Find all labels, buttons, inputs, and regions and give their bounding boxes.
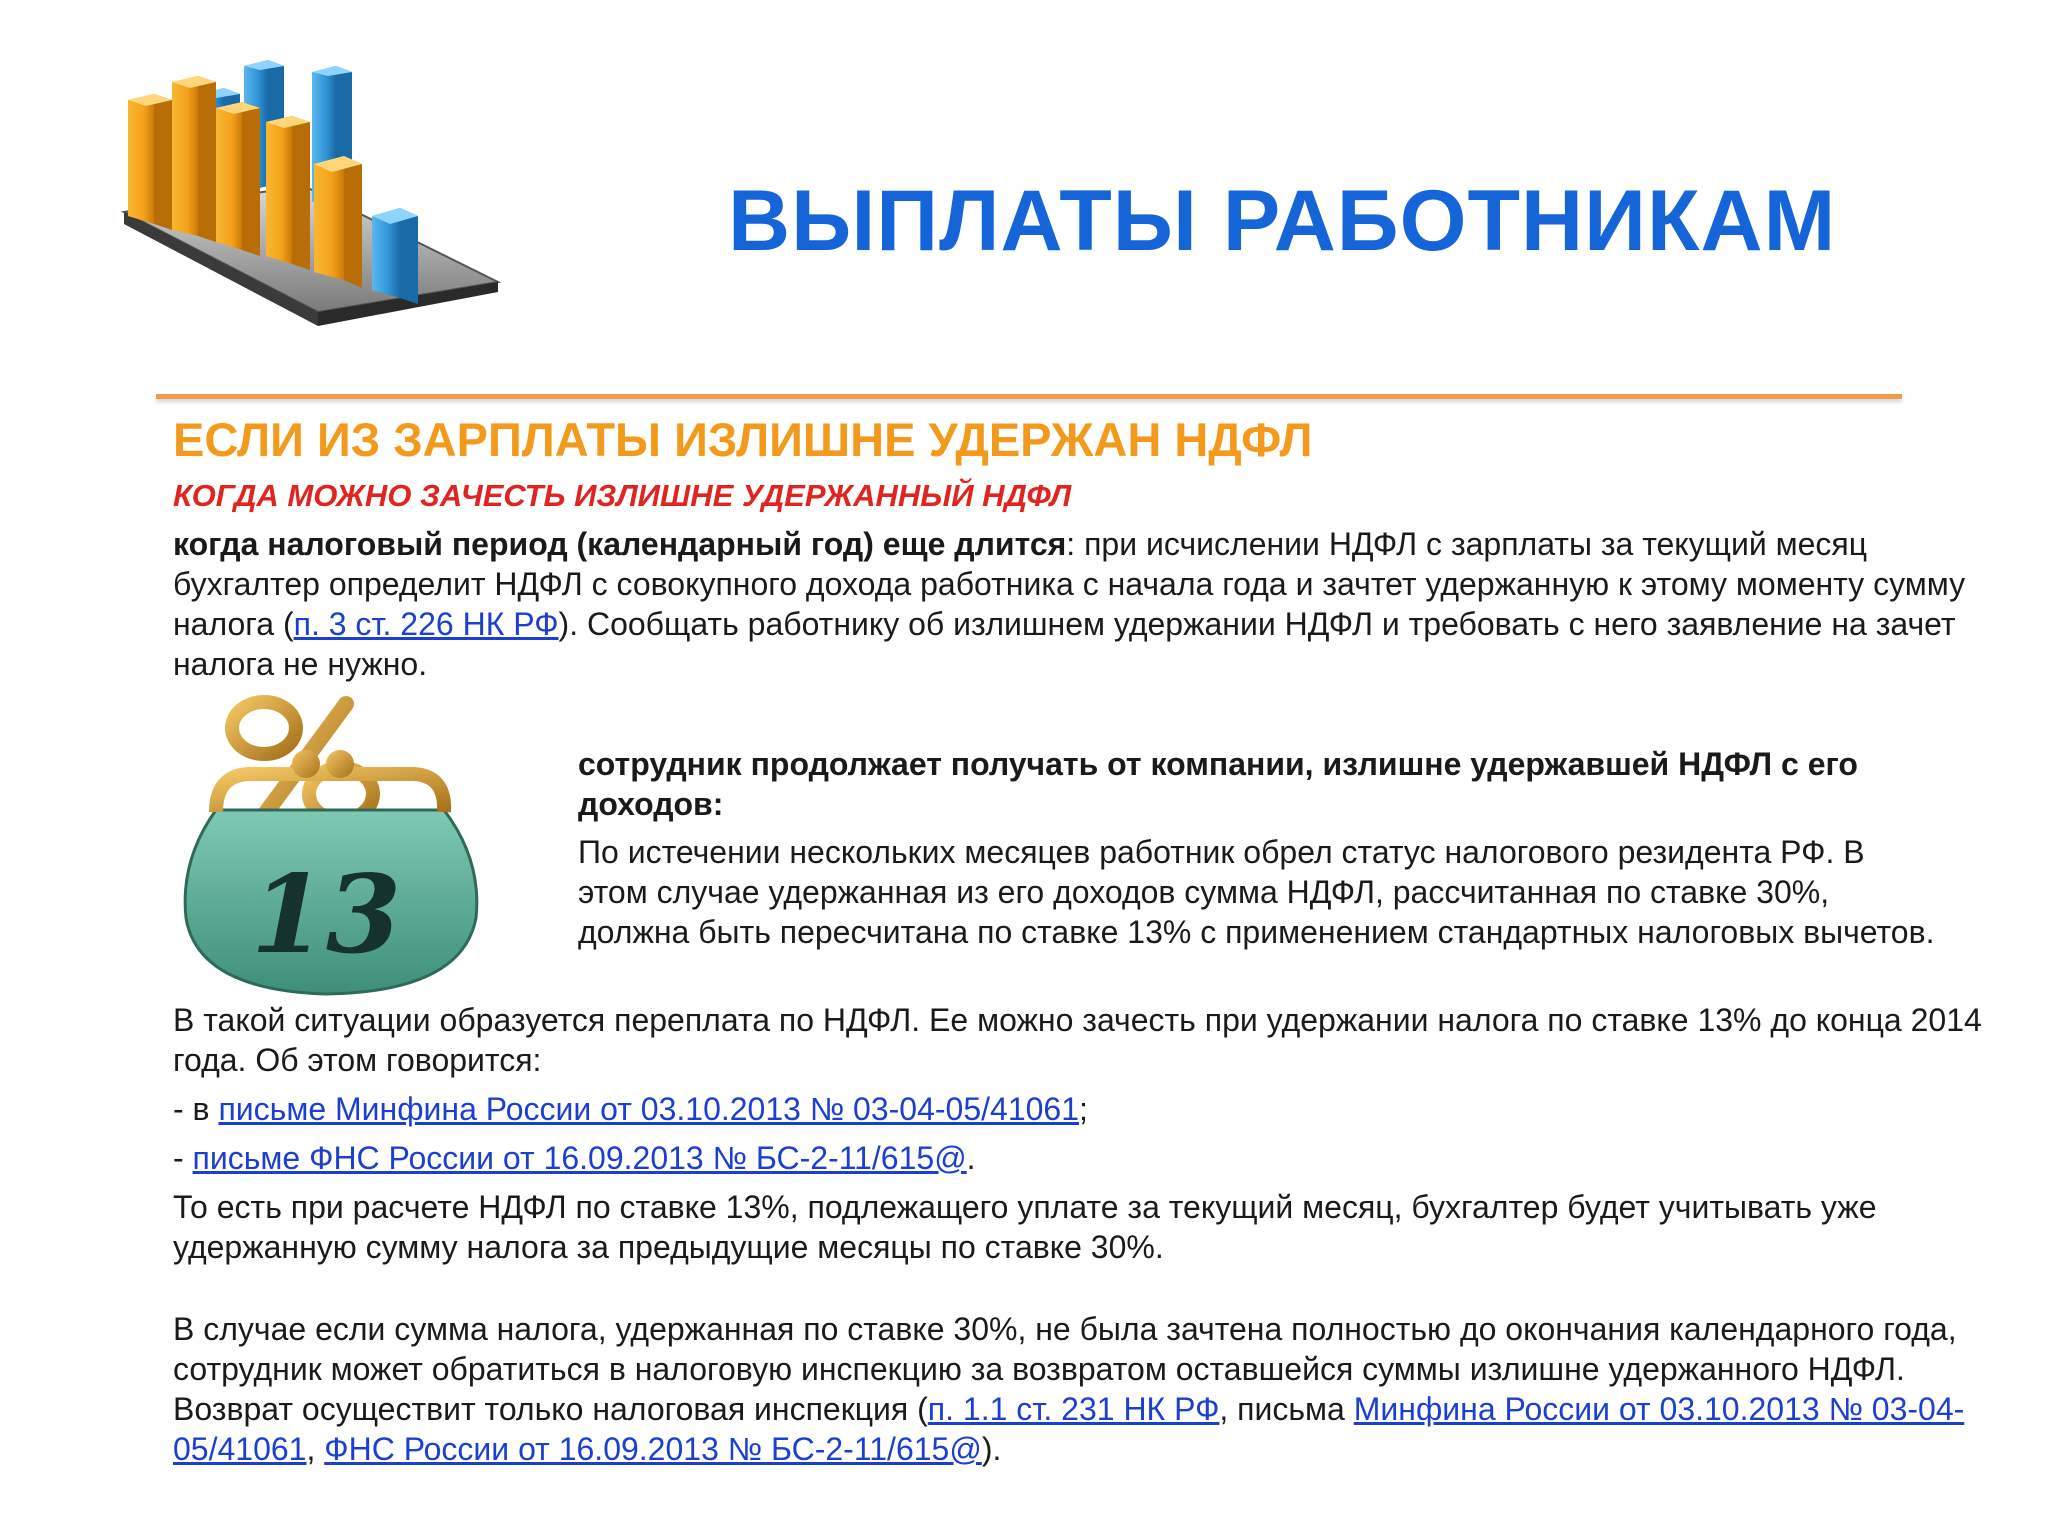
link-minfin-letter[interactable]: письме Минфина России от 03.10.2013 № 03-04-05/41061 — [218, 1091, 1080, 1127]
overpayment-section — [173, 1000, 2003, 1469]
rate-paragraph: То есть при расчете НДФЛ по ставке 13%, подлежащего уплате за текущий месяц, бухгалтер будет учитывать уже удержанную сумму налога за предыдущие месяцы по ставке 30%. — [173, 1189, 1877, 1265]
link-nk-231[interactable]: п. 1.1 ст. 231 НК РФ — [927, 1391, 1220, 1427]
section-title: ЕСЛИ ИЗ ЗАРПЛАТЫ ИЗЛИШНЕ УДЕРЖАН НДФЛ — [173, 413, 1313, 466]
overpayment-paragraph: В такой ситуации образуется переплата по НДФЛ. Ее можно зачесть при удержании налога по ставке 13% до конца 2014 года. Об этом говорится: — [173, 1002, 1982, 1078]
link-fns-letter-2[interactable]: ФНС России от 16.09.2013 № БС-2-11/615@ — [324, 1431, 982, 1467]
link-nk-226[interactable]: п. 3 ст. 226 НК РФ — [293, 606, 559, 642]
list-item: - в письме Минфина России от 03.10.2013 № 03-04-05/41061; — [173, 1091, 1088, 1127]
purse-percent-icon — [176, 690, 486, 998]
list-item: - письме ФНС России от 16.09.2013 № БС-2-11/615@. — [173, 1140, 976, 1176]
page-title: ВЫПЛАТЫ РАБОТНИКАМ — [728, 173, 1837, 269]
resident-text: По истечении нескольких месяцев работник обрел статус налогового резидента РФ. В этом случае удержанная из его доходов сумма НДФЛ, рассчитанная по ставке 30%, должна быть пересчитана по ставке 13% с применением стандартных налоговых вычетов. — [578, 834, 1935, 950]
intro-text-2: ). Сообщать работнику об излишнем удержании НДФЛ и требовать с него заявление на зачет налога не нужно. — [173, 606, 1956, 682]
purse-number: 13 — [250, 852, 402, 978]
intro-paragraph — [173, 524, 2003, 684]
resident-block — [578, 744, 1938, 952]
section-subtitle: КОГДА МОЖНО ЗАЧЕСТЬ ИЗЛИШНЕ УДЕРЖАННЫЙ НДФЛ — [173, 478, 1072, 513]
resident-heading: сотрудник продолжает получать от компании, излишне удержавшей НДФЛ с его доходов: — [578, 746, 1858, 822]
intro-bold: когда налоговый период (календарный год) еще длится — [173, 526, 1067, 562]
refund-paragraph: В случае если сумма налога, удержанная по ставке 30%, не была зачтена полностью до окончания календарного года, сотрудник может обратиться в налоговую инспекцию за возвратом оставшейся суммы излишне удержанного НДФЛ. Возврат осуществит только налоговая инспекция (п. 1.1 ст. 231 НК РФ, письма Минфина России от 03.10.2013 № 03-04-05/41061, ФНС России от 16.09.2013 № БС-2-11/615@). — [173, 1311, 1965, 1467]
link-fns-letter[interactable]: письме ФНС России от 16.09.2013 № БС-2-11/615@ — [192, 1140, 967, 1176]
intro-text-1: : при исчислении НДФЛ с зарплаты за текущий месяц бухгалтер определит НДФЛ с совокупного дохода работника с начала года и зачтет удержанную к этому моменту сумму налога ( — [173, 526, 1966, 642]
bar-chart-3d-icon — [118, 36, 508, 336]
link-minfin-letter-2[interactable]: Минфина России от 03.10.2013 № 03-04-05/41061 — [173, 1391, 1965, 1467]
divider — [156, 394, 1902, 399]
